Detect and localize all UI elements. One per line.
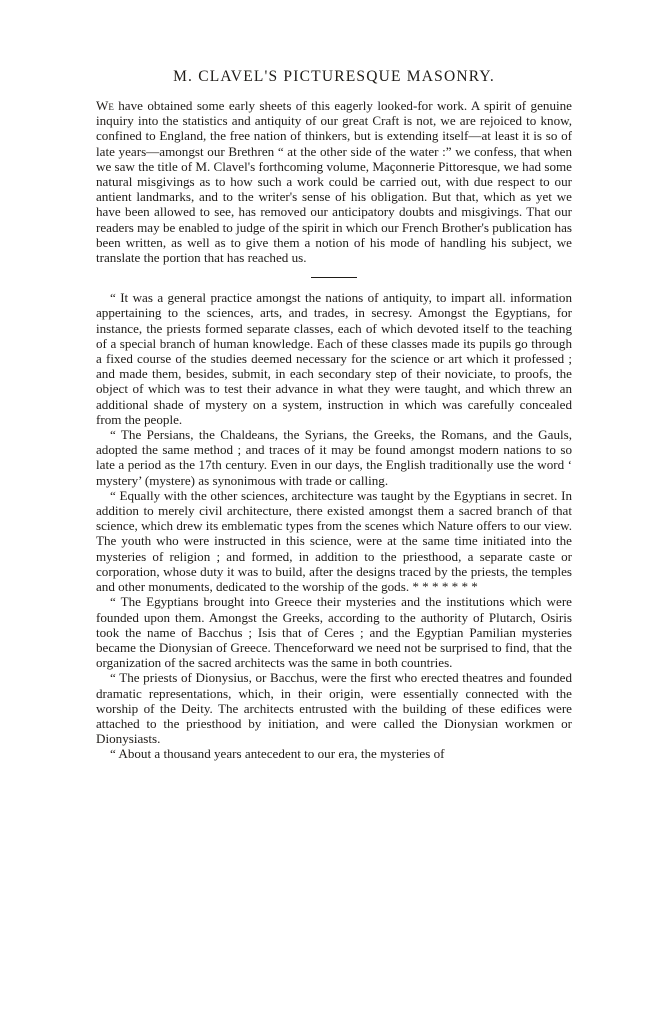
body-paragraph: “ The Persians, the Chaldeans, the Syrians, the Greeks, the Romans, and the Gauls, adopted the same method ; and traces of it may be found amongst modern nations to so late a period as the 17th century. Even in our days, the English traditionally use the word ‘ mystery’ (mystere) as synonimous with trade or calling. [96, 427, 572, 488]
body-paragraph: “ The priests of Dionysius, or Bacchus, were the first who erected theatres and founded dramatic representations, which, in their origin, were essentially connected with the worship of the Deity. The architects entrusted with the building of these edifices were attached to the priesthood by initiation, and were called the Dionysian workmen or Dionysiasts. [96, 670, 572, 747]
document-page [96, 68, 572, 762]
intro-lead-word: We [96, 98, 114, 113]
body-paragraph: “ About a thousand years antecedent to our era, the mysteries of [110, 746, 445, 762]
body-paragraph: “ It was a general practice amongst the nations of antiquity, to impart all. information appertaining to the sciences, arts, and trades, in secresy. Amongst the Egyptians, for instance, the priests formed separate classes, each of which devoted itself to the teaching of a special branch of human knowledge. Each of these classes made its pupils go through a fixed course of the studies deemed necessary for the science or art which it professed ; and made them, besides, submit, in each secondary step of their noviciate, to proofs, the object of which was to test their advance in what they were taught, and which threw an additional shade of mystery on a system, instruction in which was carefully concealed from the people. [96, 290, 572, 427]
section-divider [96, 268, 572, 286]
page-title: M. CLAVEL'S PICTURESQUE MASONRY. [173, 68, 495, 85]
divider-rule [311, 277, 357, 278]
body-paragraph: “ The Egyptians brought into Greece their mysteries and the institutions which were founded upon them. Amongst the Greeks, according to the authority of Plutarch, Osiris took the name of Bacchus ; Isis that of Ceres ; and the Egyptian Pamilian mysteries became the Dionysian of Greece. Thenceforward we need not be surprised to find, that the organization of the sacred architects was the same in both countries. [96, 594, 572, 671]
intro-text: have obtained some early sheets of this eagerly looked-for work. A spirit of genuine inquiry into the statistics and antiquity of our great Craft is not, we are rejoiced to know, confined to England, the free nation of thinkers, but is extending itself—at least it is so of late years—amongst our Brethren “ at the other side of the water :” we confess, that when we saw the title of M. Clavel's forthcoming volume, Maçonnerie Pittoresque, we had some natural misgivings as to how such a work could be carried out, with due respect to our antient landmarks, and to the writer's sense of his obligation. But that, which as yet we have been allowed to see, has removed our anticipatory doubts and misgivings. That our readers may be enabled to judge of the spirit in which our French Brother's publication has been written, as well as to give them a notion of his mode of handling his subject, we translate the portion that has reached us. [96, 98, 572, 266]
body-paragraph: “ Equally with the other sciences, architecture was taught by the Egyptians in secret. In addition to merely civil architecture, there existed amongst them a sacred branch of that science, which drew its emblematic types from the scenes which Nature offers to our view. The youth who were instructed in this science, were at the same time initiated into the mysteries of religion ; and formed, in addition to the priesthood, a separate caste or corporation, whose duty it was to build, after the designs traced by the priests, the temples and other monuments, dedicated to the worship of the gods. * * * * * * * [96, 487, 572, 595]
intro-paragraph [96, 98, 572, 265]
